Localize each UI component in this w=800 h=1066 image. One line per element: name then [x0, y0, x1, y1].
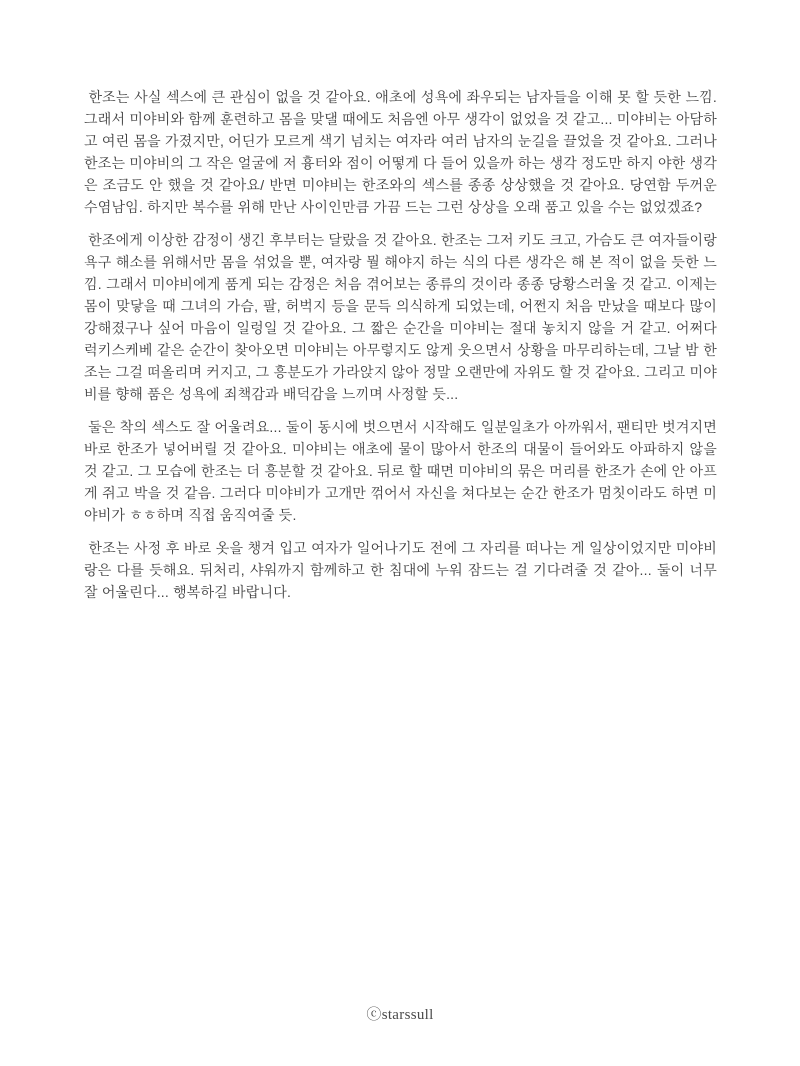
- text-body: [84, 86, 717, 614]
- copyright-watermark: ⓒstarssull: [366, 1007, 434, 1023]
- paragraph-3: 둘은 착의 섹스도 잘 어울려요... 둘이 동시에 벗으면서 시작해도 일분일초가 아까워서, 팬티만 벗겨지면 바로 한조가 넣어버릴 것 같아요. 미야비는 애초에 물이 많아서 한조의 대물이 들어와도 아파하지 않을 것 같고. 그 모습에 한조는 더 흥분할 것 같아요. 뒤로 할 때면 미야비의 묶은 머리를 한조가 손에 안 아프게 쥐고 박을 것 같음. 그러다 미야비가 고개만 꺾어서 자신을 쳐다보는 순간 한조가 멈칫이라도 하면 미야비가 ㅎㅎ하며 직접 움직여줄 듯.: [84, 419, 717, 523]
- paragraph-1: 한조는 사실 섹스에 큰 관심이 없을 것 같아요. 애초에 성욕에 좌우되는 남자들을 이해 못 할 듯한 느낌. 그래서 미야비와 함께 훈련하고 몸을 맞댈 때에도 처음엔 아무 생각이 없었을 것 같고... 미야비는 아담하고 여린 몸을 가졌지만, 어딘가 모르게 색기 넘치는 여자라 여러 남자의 눈길을 끌었을 것 같아요. 그러나 한조는 미야비의 그 작은 얼굴에 저 흉터와 점이 어떻게 다 들어 있을까 하는 생각 정도만 하지 야한 생각은 조금도 안 했을 것 같아요/ 반면 미야비는 한조와의 섹스를 종종 상상했을 것 같아요. 당연함 두꺼운 수염남임. 하지만 복수를 위해 만난 사이인만큼 가끔 드는 그런 상상을 오래 품고 있을 수는 없었겠죠?: [84, 89, 717, 215]
- paragraph-4: 한조는 사정 후 바로 옷을 챙겨 입고 여자가 일어나기도 전에 그 자리를 떠나는 게 일상이었지만 미야비랑은 다를 듯해요. 뒤처리, 샤워까지 함께하고 한 침대에 누워 잠드는 걸 기다려줄 것 같아... 둘이 너무 잘 어울린다... 행복하길 바랍니다.: [84, 540, 717, 600]
- paragraph-2: 한조에게 이상한 감정이 생긴 후부터는 달랐을 것 같아요. 한조는 그저 키도 크고, 가슴도 큰 여자들이랑 욕구 해소를 위해서만 몸을 섞었을 뿐, 여자랑 뭘 해야지 하는 식의 다른 생각은 해 본 적이 없을 듯한 느낌. 그래서 미야비에게 품게 되는 감정은 처음 겪어보는 종류의 것이라 종종 당황스러울 것 같고. 이제는 몸이 맞닿을 때 그녀의 가슴, 팔, 허벅지 등을 문득 의식하게 되었는데, 어쩐지 처음 만났을 때보다 많이 강해졌구나 싶어 마음이 일렁일 것 같아요. 그 짧은 순간을 미야비는 절대 놓치지 않을 거 같고. 어쩌다 럭키스케베 같은 순간이 찾아오면 미야비는 아무렇지도 않게 웃으면서 상황을 마무리하는데, 그날 밤 한조는 그걸 떠올리며 커지고, 그 흥분도가 가라앉지 않아 정말 오랜만에 자위도 할 것 같아요. 그리고 미야비를 향해 품은 성욕에 죄책감과 배덕감을 느끼며 사정할 듯...: [84, 232, 717, 402]
